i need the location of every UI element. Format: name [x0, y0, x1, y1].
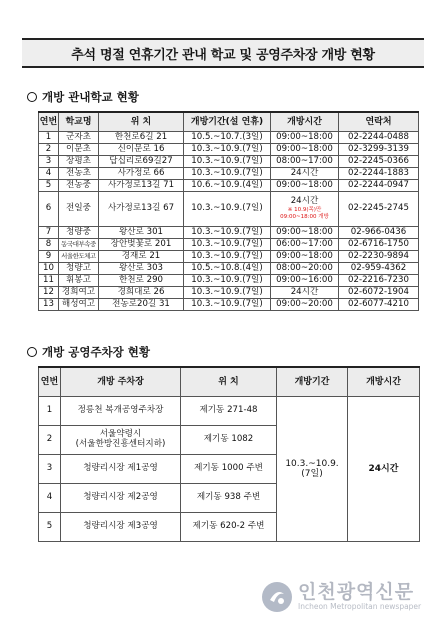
cell-period: 10.3.~10.9.(7일): [184, 156, 271, 168]
cell-no: 10: [39, 263, 59, 275]
parking-heading-text: 개방 공영주차장 현황: [42, 345, 150, 359]
cell-location: 전농로20길 31: [99, 299, 184, 311]
cell-location: 답십리로69길27: [99, 156, 184, 168]
cell-hours: 24시간: [271, 287, 339, 299]
cell-hours: 09:00~18:00: [271, 180, 339, 192]
cell-period: 10.5.~10.8.(4일): [184, 263, 271, 275]
cell-no: 1: [39, 397, 61, 426]
cell-hours: 09:00~20:00: [271, 299, 339, 311]
cell-phone: 02-2244-1883: [339, 168, 419, 180]
table-row: [39, 168, 419, 180]
cell-phone: 02-6077-4210: [339, 299, 419, 311]
cell-name: 이문초: [59, 144, 99, 156]
col-header-phone: 연락처: [339, 112, 419, 132]
cell-name: 전농중: [59, 180, 99, 192]
cell-hours: 09:00~16:00: [271, 275, 339, 287]
cell-location: 한천로 290: [99, 275, 184, 287]
cell-period: 10.3.~10.9.(7일): [184, 192, 271, 227]
cell-period: 10.5.~10.7.(3일): [184, 132, 271, 144]
cell-lot-name: 청량리시장 제2공영: [61, 484, 181, 513]
newspaper-watermark: [262, 582, 421, 612]
col-header-location: 위 치: [99, 112, 184, 132]
cell-location: 경재로 21: [99, 251, 184, 263]
cell-phone: 02-2230-9894: [339, 251, 419, 263]
newspaper-subtitle: Incheon Metropolitan newspaper: [298, 602, 422, 611]
page-title: [22, 38, 424, 68]
cell-phone: 02-966-0436: [339, 227, 419, 239]
cell-lot-name: 청량리시장 제3공영: [61, 513, 181, 542]
table-row: [39, 263, 419, 275]
table-row: [39, 132, 419, 144]
table-row: [39, 239, 419, 251]
col-header-no: 연번: [39, 112, 59, 132]
cell-phone: 02-3299-3139: [339, 144, 419, 156]
table-row: [39, 275, 419, 287]
cell-no: 1: [39, 132, 59, 144]
cell-phone: 02-2244-0488: [339, 132, 419, 144]
cell-no: 4: [39, 484, 61, 513]
cell-no: 2: [39, 426, 61, 455]
open-period-line-2: (7일): [301, 469, 323, 479]
cell-hours-main: 24시간: [290, 196, 319, 207]
cell-name: 군자초: [59, 132, 99, 144]
parking-table: [38, 366, 420, 542]
cell-location: 경희대로 26: [99, 287, 184, 299]
cell-phone: 02-959-4362: [339, 263, 419, 275]
cell-hours: 24시간: [271, 168, 339, 180]
col-header-hours: 개방시간: [271, 112, 339, 132]
cell-hours: 09:00~18:00: [271, 132, 339, 144]
cell-period: 10.3.~10.9.(7일): [184, 251, 271, 263]
cell-location: 제기동 1000 주변: [181, 455, 277, 484]
schools-header-row: [39, 112, 419, 132]
cell-lot-name: 청량리시장 제1공영: [61, 455, 181, 484]
col-header-name: 학교명: [59, 112, 99, 132]
circle-bullet-icon: [27, 92, 37, 102]
cell-open-hours: 24시간: [348, 397, 420, 542]
cell-period: 10.3.~10.9.(7일): [184, 227, 271, 239]
cell-no: 9: [39, 251, 59, 263]
col-header-no: 연번: [39, 367, 61, 397]
hours-note-line-2: 09:00~18:00 개방: [280, 213, 329, 220]
schools-heading-text: 개방 관내학교 현황: [42, 90, 139, 104]
table-row: [39, 397, 420, 426]
page-title-text: 추석 명절 연휴기간 관내 학교 및 공영주차장 개방 현황: [71, 47, 375, 63]
cell-hours: 09:00~18:00: [271, 227, 339, 239]
cell-name: 해성여고: [59, 299, 99, 311]
cell-no: 5: [39, 180, 59, 192]
cell-period: 10.3.~10.9.(7일): [184, 168, 271, 180]
table-row: [39, 156, 419, 168]
cell-location: 왕산로 301: [99, 227, 184, 239]
cell-lot-name: 정릉천 복개공영주차장: [61, 397, 181, 426]
parking-section-heading: [27, 344, 150, 360]
col-header-lot: 개방 주차장: [61, 367, 181, 397]
cell-name: 동국대부속중: [59, 239, 99, 251]
cell-no: 8: [39, 239, 59, 251]
cell-location: 제기동 938 주변: [181, 484, 277, 513]
cell-phone: 02-2244-0947: [339, 180, 419, 192]
newspaper-name: 인천광역신문: [298, 581, 415, 603]
cell-location: 제기동 620-2 주변: [181, 513, 277, 542]
table-row: [39, 227, 419, 239]
cell-hours: 09:00~18:00: [271, 251, 339, 263]
cell-name: 전일중: [59, 192, 99, 227]
cell-location: 장안벚꽃로 201: [99, 239, 184, 251]
cell-period: 10.3.~10.9.(7일): [184, 275, 271, 287]
cell-period: 10.3.~10.9.(7일): [184, 287, 271, 299]
parking-header-row: [39, 367, 420, 397]
cell-location: 제기동 1082: [181, 426, 277, 455]
col-header-period: 개방기간(설 연휴): [184, 112, 271, 132]
table-row: [39, 299, 419, 311]
cell-hours: [271, 192, 339, 227]
cell-hours: 09:00~18:00: [271, 144, 339, 156]
cell-no: 13: [39, 299, 59, 311]
table-row: [39, 180, 419, 192]
cell-location: 사가정로13길 67: [99, 192, 184, 227]
cell-no: 11: [39, 275, 59, 287]
cell-no: 7: [39, 227, 59, 239]
cell-location: 신이문로 16: [99, 144, 184, 156]
circle-bullet-icon: [27, 347, 37, 357]
cell-no: 4: [39, 168, 59, 180]
cell-name: 서울한도체고: [59, 251, 99, 263]
cell-location: 한천로6길 21: [99, 132, 184, 144]
cell-period: 10.3.~10.9.(7일): [184, 239, 271, 251]
col-header-location: 위 치: [181, 367, 277, 397]
cell-no: 6: [39, 192, 59, 227]
hours-note-line-1: ※ 10.9(목)만: [287, 207, 322, 214]
table-row: [39, 192, 419, 227]
cell-phone: 02-2245-0366: [339, 156, 419, 168]
cell-no: 12: [39, 287, 59, 299]
cell-name: 전농초: [59, 168, 99, 180]
cell-name: 장평초: [59, 156, 99, 168]
cell-name: 청량고: [59, 263, 99, 275]
cell-no: 3: [39, 156, 59, 168]
newspaper-logo-icon: [262, 582, 292, 612]
cell-no: 3: [39, 455, 61, 484]
table-row: [39, 287, 419, 299]
table-row: [39, 251, 419, 263]
cell-location: 왕산로 303: [99, 263, 184, 275]
cell-period: 10.3.~10.9.(7일): [184, 144, 271, 156]
cell-period: 10.3.~10.9.(7일): [184, 299, 271, 311]
cell-no: 5: [39, 513, 61, 542]
cell-phone: 02-2216-7230: [339, 275, 419, 287]
col-header-period: 개방기간: [277, 367, 348, 397]
cell-name: 경희여고: [59, 287, 99, 299]
cell-name: 휘봉고: [59, 275, 99, 287]
cell-phone: 02-2245-2745: [339, 192, 419, 227]
cell-phone: 02-6072-1904: [339, 287, 419, 299]
cell-lot-name: [61, 426, 181, 455]
col-header-hours: 개방시간: [348, 367, 420, 397]
cell-name: 청량중: [59, 227, 99, 239]
cell-phone: 02-6716-1750: [339, 239, 419, 251]
schools-section-heading: [27, 89, 139, 105]
cell-location: 사가정로 66: [99, 168, 184, 180]
cell-hours: 08:00~20:00: [271, 263, 339, 275]
lot-name-line-2: (서울한방진흥센터지하): [75, 439, 166, 449]
schools-table: [38, 111, 419, 311]
cell-location: 제기동 271-48: [181, 397, 277, 426]
cell-hours: 06:00~17:00: [271, 239, 339, 251]
cell-period: 10.6.~10.9.(4일): [184, 180, 271, 192]
cell-location: 사가정로13길 71: [99, 180, 184, 192]
lot-name-line-1: 서울약령시: [99, 429, 142, 440]
open-period-line-1: 10.3.~10.9.: [285, 458, 339, 469]
cell-hours: 08:00~17:00: [271, 156, 339, 168]
cell-no: 2: [39, 144, 59, 156]
table-row: [39, 144, 419, 156]
cell-open-period: [277, 397, 348, 542]
